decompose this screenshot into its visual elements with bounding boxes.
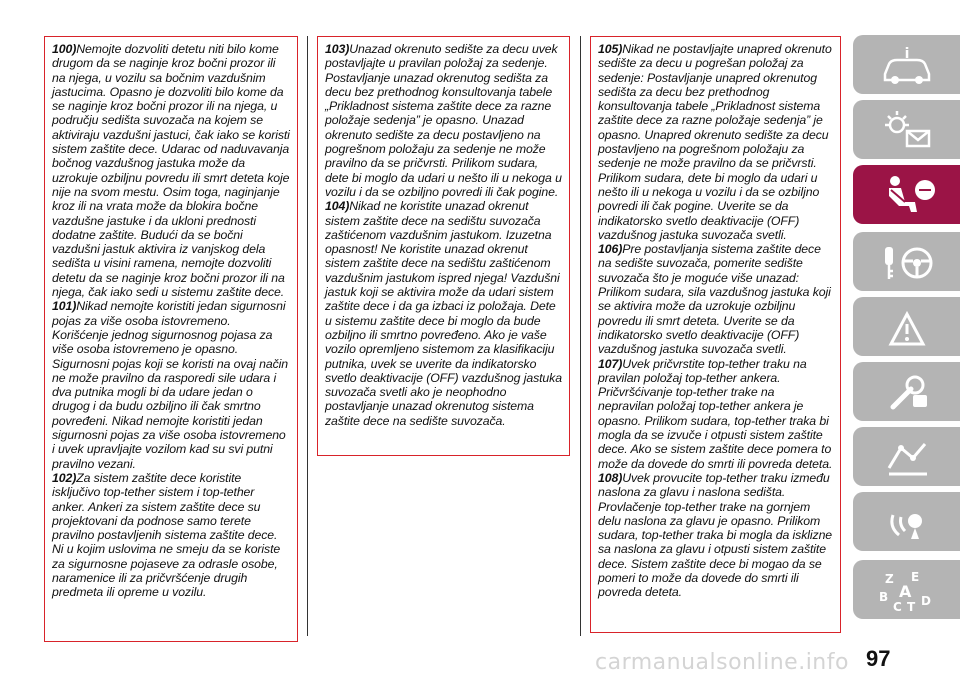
note-text: Uvek provucite top-tether traku između naslona za glavu i naslona sedišta. Provlačenje top-tether trake na gornjem delu naslona za glavu je opasno. Prilikom sudara, top-tether traka bi mogla da isklizne sa naslona za glavu i otpusti sistem zaštite dece. Sistem zaštite dece bi mogao da se pomeri to može da dovede do smrti ili povreda deteta. [598,470,833,600]
warning-note [598,242,833,356]
car-info-icon [871,42,943,88]
tab-technical-data[interactable] [853,427,960,486]
warning-triangle-icon [871,304,943,350]
notes-column-1 [44,36,298,642]
svg-text:E: E [910,569,919,584]
alphabetical-index-icon [871,567,943,613]
tab-safety[interactable] [853,165,960,224]
warning-note [598,471,833,600]
note-number: 105) [598,42,623,56]
column-divider [580,36,581,636]
note-number: 106) [598,242,623,257]
warning-note [52,299,290,471]
note-text: Nikad ne koristite unazad okrenut sistem zaštite dece na sedištu suvozača zaštićenom vazdušnim jastukom. Izuzetna opasnost! Ne koristite unazad okrenut sistem zaštite dece na sedištu zaštićenom vazdušnim jastukom ispred njega! Vazdušni jastuk koji se aktivira može da udari sistem zaštite dece i da ga izbaci iz položaja. Dete u sistemu zaštite dece bi moglo da bude ozbiljno ili smrtno povređeno. Ako je vaše vozilo opremljeno sistemom za klasifikaciju putnika, uvek se uverite da indikatorsko svetlo deaktivacije (OFF) vazdušnog jastuka suvozača svetli ako je neophodno postavljanje unazad okrenutog sistema zaštite dece na sedište suvozača. [325,199,562,428]
tab-starting-driving[interactable] [853,232,960,291]
note-number: 102) [52,470,77,485]
svg-text:B: B [878,589,888,604]
warning-note [598,42,833,242]
page-number: 97 [866,646,891,671]
tab-index[interactable] [853,560,960,619]
watermark: carmanualsonline.info [595,650,849,675]
note-number: 104) [325,199,350,214]
svg-text:C: C [892,599,902,613]
warning-note [325,199,562,428]
note-text: Pre postavljanja sistema zaštite dece na sedište suvozača, pomerite sedište suvozača što je moguće više unazad: Prilikom sudara, sila vazdušnog jastuka koji se aktivira može da uzrokuje ozbiljnu povredu ili smrt deteta. Uverite se da indikatorsko svetlo deaktivacije (OFF) vazdušnog jastuka suvozača svetli. [598,242,831,357]
seat-airbag-safety-icon [871,172,943,218]
warning-note [52,42,290,299]
tab-car-info[interactable] [853,35,960,94]
note-number: 108) [598,470,623,485]
column-divider [307,36,308,636]
multimedia-icon [871,499,943,545]
note-number: 101) [52,299,77,314]
notes-column-2 [317,36,570,456]
note-number: 103) [325,42,350,56]
note-number: 107) [598,356,623,371]
wrench-service-icon [871,369,943,415]
note-text: Za sistem zaštite dece koristite isključivo top-tether sistem i top-tether anker. Ankeri za sistem zaštite dece su projektovani da podnose samo terete pravilno postavljenih sistema zaštite dece. Ni u kojim uslovima ne smeju da se koriste za sigurnosne pojaseve za odrasle osobe, naramenice ili za pričvršćenje drugih predmeta ili opreme u vozilu. [52,470,281,600]
note-text: Nikad ne postavljajte unapred okrenuto sedište za decu u pogrešan položaj za sedenje: Postavljanje unapred okrenutog sedišta za decu bez prethodnog konsultovanja tabele „Prikladnost sistema zaštite dece za razne položaje sedenja” je opasno. Unapred okrenuto sedište za decu postavljeno na pogrešnom položaju za sedenje ne može pravilno da se pričvrsti. Prilikom sudara, dete bi moglo da udari u nešto ili u nekoga u vozilu i da se ozbiljno povredi ili čak pogine. Uverite se da indikatorsko svetlo deaktivacije (OFF) vazdušnog jastuka suvozača svetli. [598,42,832,242]
note-text: Nikad nemojte koristiti jedan sigurnosni pojas za više osoba istovremeno. Korišćenje jednog sigurnosnog pojasa za više osoba istovremeno je opasno. Sigurnosni pojas koji se koristi na ovaj način ne može pravilno da rasporedi sile udara i dva putnika mogli bi da udare jedan o drugog i da budu ozbiljno ili čak smrtno povređeni. Nikad nemojte koristiti jedan sigurnosni pojas za više osoba istovremeno i uvek upravljajte vozilom kad su svi putni pravilno vezani. [52,299,289,471]
note-text: Uvek pričvrstite top-tether traku na pravilan položaj top-tether ankera. Pričvršćivanje top-tether trake na nepravilan položaj top-tether ankera je opasno. Prilikom sudara, top-tether traka bi mogla da se izvuče i otpusti sistem zaštite dece. Ako se sistem zaštite dece pomera to može da dovede do smrti ili povreda deteta. [598,356,833,471]
note-text: Nemojte dozvoliti detetu niti bilo kome drugom da se naginje kroz bočni prozor ili na njega, u vozilu sa bočnim vazdušnim jastucima. Opasno je dozvoliti bilo kome da se naginje kroz bočni prozor ili na njega, u području sedišta suvozača na kojem se aktiviraju vazdušni jastuci, čak iako se koristi sistem zaštite dece. Udarac od naduvavanja bočnog vazdušnog jastuka može da uzrokuje ozbiljnu povredu ili smrt deteta koje nije na svom mestu. Osim toga, naginjanje kroz ili na vrata može da blokira bočne vazdušne jastuke i da ukloni prednosti dodatne zaštite. Budući da se bočni vazdušni jastuk aktivira iz vanjskog dela sedišta u visini ramena, nemojte dozvoliti detetu da se naginje kroz bočni prozor ili na njega, čak iako sedi u sistemu zaštite dece. [52,42,290,300]
dashboard-lights-icon [871,107,943,153]
tab-multimedia[interactable] [853,492,960,551]
svg-text:i: i [904,45,909,62]
svg-text:Z: Z [884,571,894,586]
note-number: 100) [52,42,77,56]
svg-text:D: D [920,593,931,608]
tab-maintenance[interactable] [853,362,960,421]
svg-text:T: T [906,599,915,613]
tab-dashboard-lights[interactable] [853,100,960,159]
warning-note [598,357,833,471]
warning-note [325,42,562,199]
svg-text:A: A [898,581,911,601]
warning-note [52,471,290,600]
key-steering-wheel-icon [871,239,943,285]
note-text: Unazad okrenuto sedište za decu uvek postavljajte u pravilan položaj za sedenje. Postavljanje unazad okrenutog sedišta za decu bez prethodnog konsultovanja tabele „Prikladnost sistema zaštite dece za razne položaje sedenja” je opasno. Unazad okrenuto sedište za decu postavljeno na pogrešnom položaju za sedenje ne može pravilno da se pričvrsti. Prilikom sudara, dete bi moglo da udari u nešto ili u nekoga u vozilu i da se ozbiljno povredi ili čak pogine. [325,42,562,199]
tab-emergency[interactable] [853,297,960,356]
notes-column-3 [590,36,841,633]
technical-data-icon [871,434,943,480]
